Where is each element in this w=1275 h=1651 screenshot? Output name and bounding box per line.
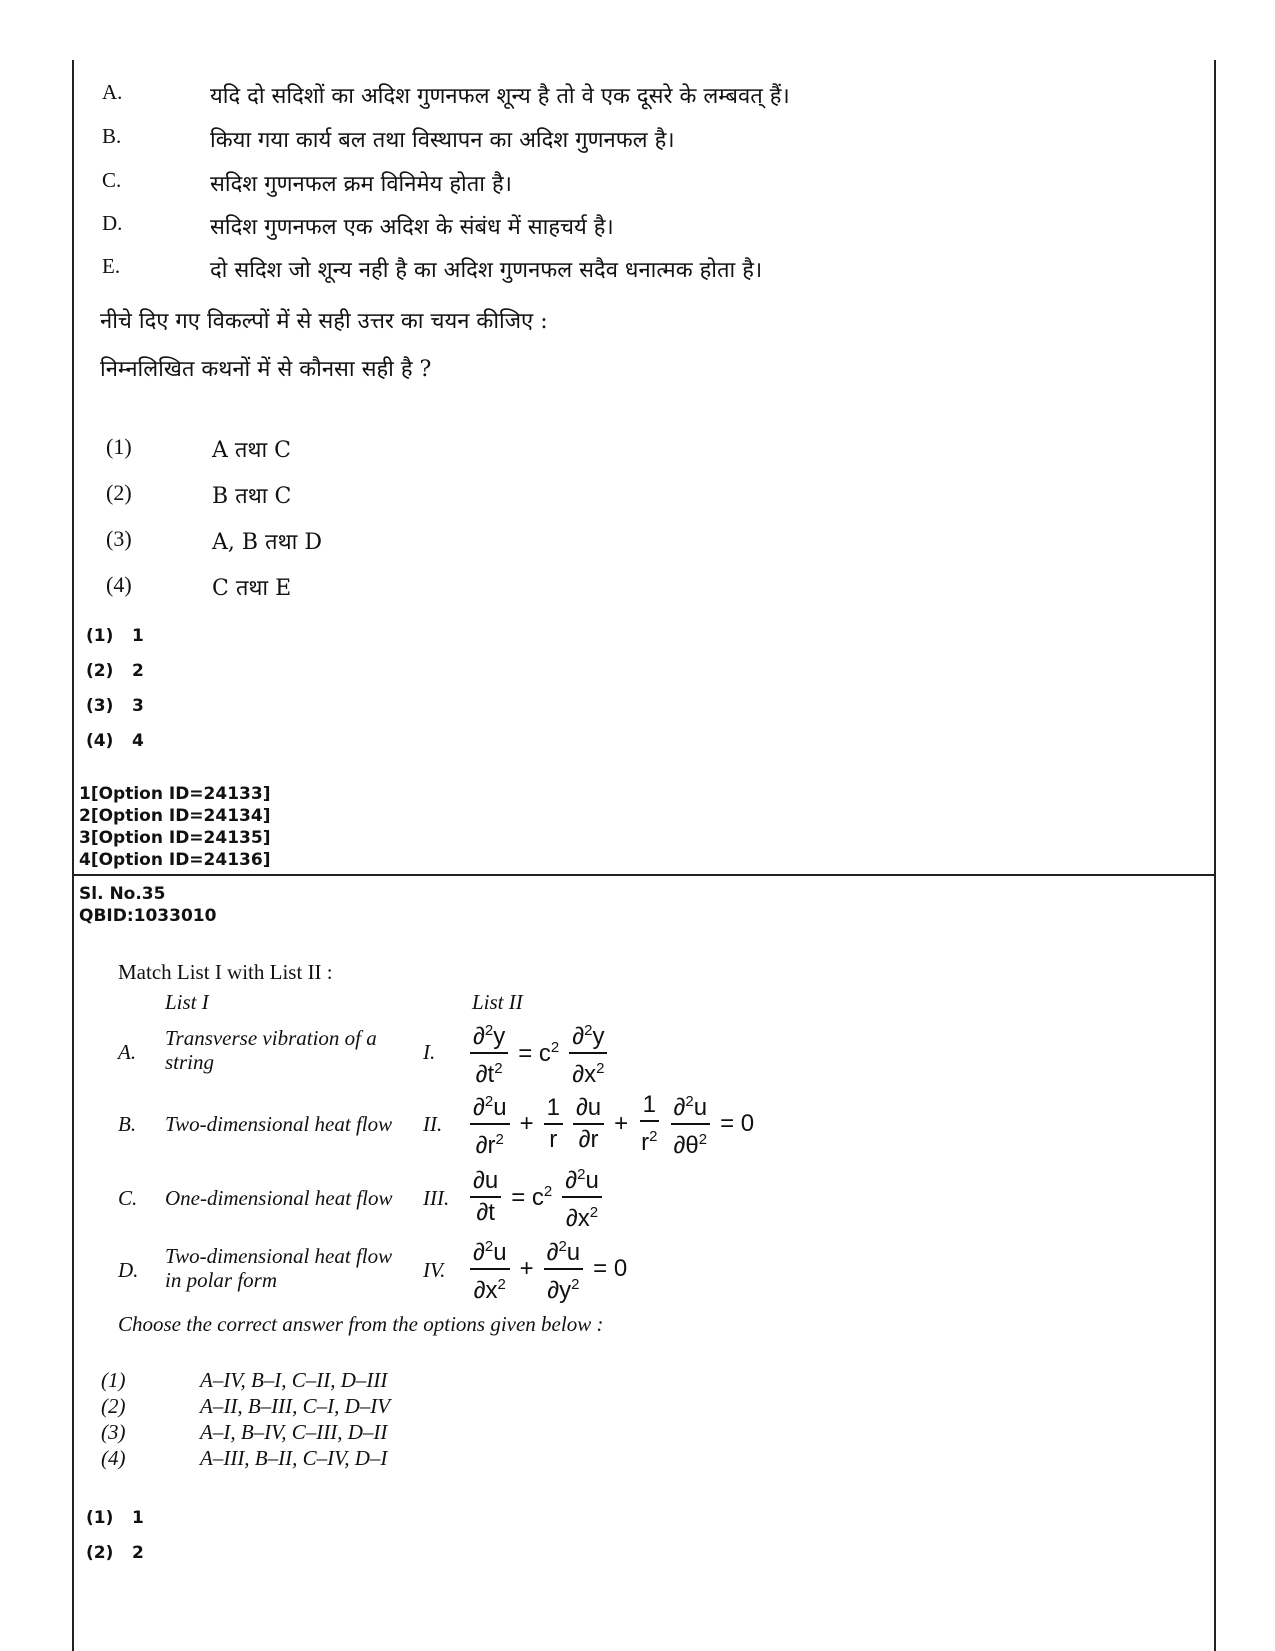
- right-border: [1214, 60, 1216, 1651]
- statement-letter: D.: [102, 211, 123, 235]
- q35-instruction: Choose the correct answer from the options given below :: [118, 1312, 604, 1336]
- option-id: 2[Option ID=24134]: [79, 806, 271, 826]
- row-letter: D.: [118, 1258, 139, 1282]
- statement-text: सदिश गुणनफल एक अदिश के संबंध में साहचर्य है।: [210, 215, 614, 240]
- statement-text: सदिश गुणनफल क्रम विनिमेय होता है।: [210, 172, 513, 197]
- list1-item: One-dimensional heat flow: [165, 1186, 393, 1210]
- statement-letter: C.: [102, 168, 122, 192]
- equation-polar-laplace: $\frac{\partial^2u}{\partial r^2}$ + $\frac{1}{r}$ $\frac{\partial u}{\partial r}$ + $\frac{1}{r^2}$ $\frac{\partial^2u}{\partial\theta^2}$ = 0: [470, 1087, 754, 1161]
- answer-option-number[interactable]: (1): [86, 1508, 114, 1528]
- qbid: QBID:1033010: [79, 906, 217, 926]
- statement-letter: A.: [102, 80, 123, 104]
- answer-option-value[interactable]: 2: [132, 1543, 144, 1563]
- equation-laplace: $\frac{\partial^2u}{\partial x^2}$ + $\frac{\partial^2u}{\partial y^2}$ = 0: [470, 1232, 627, 1306]
- equation-wave: $\frac{\partial^2y}{\partial t^2}$ = $c^2$ $\frac{\partial^2y}{\partial x^2}$: [470, 1016, 607, 1090]
- row-letter: A.: [118, 1040, 137, 1064]
- choice-text: B तथा C: [212, 484, 292, 509]
- answer-option-number[interactable]: (1): [86, 626, 114, 646]
- choice-number: (2): [106, 480, 132, 505]
- choice-number: (4): [101, 1446, 126, 1470]
- serial-number: Sl. No.35: [79, 884, 166, 904]
- choice-text: A–II, B–III, C–I, D–IV: [200, 1394, 391, 1418]
- answer-option-number[interactable]: (2): [86, 661, 114, 681]
- choice-text: C तथा E: [212, 576, 292, 601]
- option-id: 4[Option ID=24136]: [79, 850, 271, 870]
- answer-option-value[interactable]: 3: [132, 696, 144, 716]
- answer-option-value[interactable]: 2: [132, 661, 144, 681]
- option-id-list: [79, 783, 270, 871]
- row-roman: III.: [423, 1186, 450, 1210]
- option-id: 3[Option ID=24135]: [79, 828, 271, 848]
- q35-prompt: Match List I with List II :: [118, 960, 333, 984]
- list1-header: List I: [165, 990, 209, 1014]
- list2-header: List II: [472, 990, 523, 1014]
- answer-option-value[interactable]: 1: [132, 1508, 144, 1528]
- choice-number: (3): [106, 526, 132, 551]
- answer-option-value[interactable]: 4: [132, 731, 144, 751]
- choice-number: (2): [101, 1394, 126, 1418]
- answer-option-number[interactable]: (2): [86, 1543, 114, 1563]
- choice-text: A, B तथा D: [212, 530, 322, 555]
- question-divider: [72, 874, 1216, 876]
- list1-item: Transverse vibration of a string: [165, 1026, 377, 1074]
- statement-text: दो सदिश जो शून्य नही है का अदिश गुणनफल सदैव धनात्मक होता है।: [210, 258, 763, 283]
- answer-option-number[interactable]: (3): [86, 696, 114, 716]
- row-letter: B.: [118, 1112, 137, 1136]
- choice-text: A–IV, B–I, C–II, D–III: [200, 1368, 388, 1392]
- statement-text: किया गया कार्य बल तथा विस्थापन का अदिश गुणनफल है।: [210, 128, 675, 153]
- q34-instruction: नीचे दिए गए विकल्पों में से सही उत्तर का चयन कीजिए :: [100, 309, 548, 334]
- choice-number: (3): [101, 1420, 126, 1444]
- choice-text: A तथा C: [212, 438, 292, 463]
- statement-text: यदि दो सदिशों का अदिश गुणनफल शून्य है तो वे एक दूसरे के लम्बवत् हैं।: [210, 84, 790, 109]
- list1-item: Two-dimensional heat flow in polar form: [165, 1244, 393, 1292]
- row-roman: IV.: [423, 1258, 446, 1282]
- choice-number: (4): [106, 572, 132, 597]
- answer-option-value[interactable]: 1: [132, 626, 144, 646]
- answer-option-number[interactable]: (4): [86, 731, 114, 751]
- equation-heat: $\frac{\partial u}{\partial t}$ = $c^2$ $\frac{\partial^2u}{\partial x^2}$: [470, 1160, 602, 1234]
- row-letter: C.: [118, 1186, 138, 1210]
- statement-letter: E.: [102, 254, 121, 278]
- list1-item: Two-dimensional heat flow: [165, 1112, 393, 1136]
- statement-letter: B.: [102, 124, 122, 148]
- row-roman: II.: [423, 1112, 443, 1136]
- choice-text: A–III, B–II, C–IV, D–I: [200, 1446, 388, 1470]
- choice-number: (1): [106, 434, 132, 459]
- choice-number: (1): [101, 1368, 126, 1392]
- q34-question: निम्नलिखित कथनों में से कौनसा सही है ?: [100, 357, 432, 382]
- left-border: [72, 60, 74, 1651]
- choice-text: A–I, B–IV, C–III, D–II: [200, 1420, 388, 1444]
- q35-header: [79, 883, 216, 927]
- option-id: 1[Option ID=24133]: [79, 784, 271, 804]
- row-roman: I.: [423, 1040, 436, 1064]
